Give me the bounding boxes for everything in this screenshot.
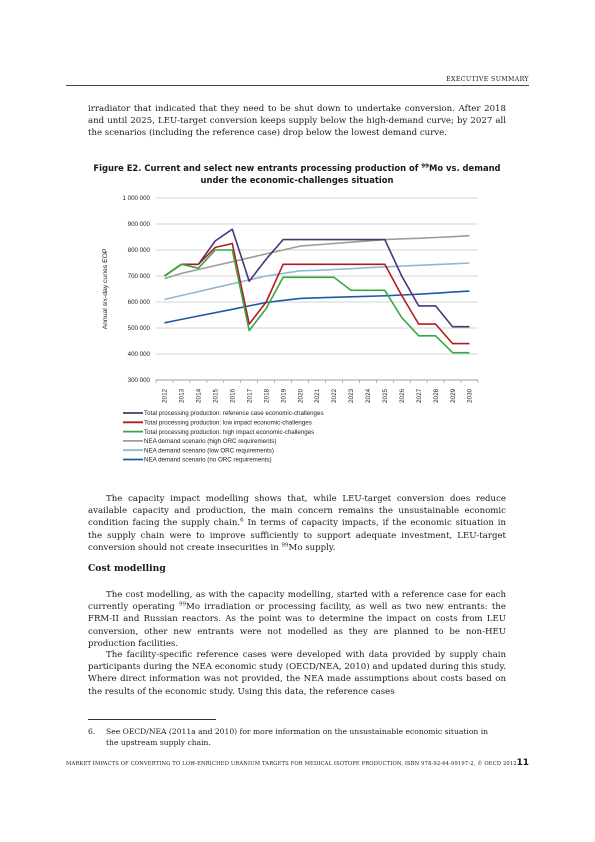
series-line: [165, 236, 470, 279]
x-tick-label: 2020: [297, 388, 305, 403]
x-tick-label: 2029: [449, 388, 457, 403]
cost-paragraph-text-a: The cost modelling, as with the capacity modelling, started with a reference case for each currently operating: [88, 590, 506, 613]
x-tick-label: 2012: [161, 388, 169, 403]
reference-cases-paragraph: The facility-specific reference cases were developed with data provided by supply chain participants during the NEA economic study (OECD/NEA, 2010) and updated during this study. Where direct information was not provided, the NEA made assumptions about costs based on the results of the economic study. Using this data, the reference cases: [88, 650, 506, 697]
x-tick-label: 2021: [314, 388, 322, 403]
legend-label: NEA demand scenario (low ORC requirements): [144, 447, 274, 455]
figure-title-suffix: Mo vs. demand under the economic-challenges situation: [200, 163, 501, 185]
x-tick-label: 2026: [398, 388, 406, 403]
footnote-reference: 6: [240, 517, 244, 524]
capacity-paragraph-text-a: The capacity impact modelling shows that, while LEU-target conversion does reduce available capacity and production, the main concern remains the unsustainable economic condition facing the supply chain.: [88, 494, 506, 529]
legend-label: Total processing production: low impact economic-challenges: [144, 419, 312, 427]
y-tick-label: 1 000 000: [122, 195, 150, 203]
isotope-superscript: 99: [179, 601, 187, 608]
x-tick-label: 2014: [195, 388, 203, 403]
cost-modelling-paragraph: [88, 589, 506, 650]
running-head: EXECUTIVE SUMMARY: [66, 76, 529, 86]
y-tick-label: 400 000: [127, 351, 150, 359]
figure-title: [88, 163, 506, 186]
capacity-paragraph-text-b: In terms of capacity impacts, if the economic situation in the supply chain were to improve sufficiently to support adequate investment, LEU-target conversion should not create insecurities in: [88, 518, 506, 553]
footnote: [88, 727, 506, 748]
footnote-text: See OECD/NEA (2011a and 2010) for more information on the unsustainable economic situation in the upstream supply chain.: [106, 727, 489, 747]
section-title-cost-modelling: Cost modelling: [88, 563, 166, 574]
x-tick-label: 2022: [331, 388, 339, 403]
y-axis-label: Annual six-day curies EOP: [102, 248, 109, 330]
x-tick-label: 2018: [263, 388, 271, 403]
y-tick-label: 700 000: [127, 273, 150, 281]
y-tick-label: 800 000: [127, 247, 150, 255]
series-line: [165, 291, 470, 323]
footnote-number: 6.: [88, 727, 96, 736]
x-tick-label: 2025: [381, 388, 389, 403]
intro-paragraph: irradiator that indicated that they need to be shut down to undertake conversion. After 2018 and until 2025, LEU-target conversion keeps supply below the high-demand curve; by 2027 all the scenarios (including the reference case) drop below the lowest demand curve.: [88, 104, 506, 139]
y-tick-label: 600 000: [127, 299, 150, 307]
page-number: 11: [516, 758, 529, 768]
legend-label: NEA demand scenario (no ORC requirements): [144, 456, 272, 464]
x-tick-label: 2027: [415, 388, 423, 403]
x-tick-label: 2016: [229, 388, 237, 403]
capacity-paragraph-text-c: Mo supply.: [288, 542, 336, 553]
x-tick-label: 2019: [280, 388, 288, 403]
x-tick-label: 2030: [466, 388, 474, 403]
x-tick-label: 2028: [432, 388, 440, 403]
figure-title-prefix: Figure E2. Current and select new entrants processing production of: [93, 163, 422, 173]
y-tick-label: 500 000: [127, 325, 150, 333]
capacity-impact-paragraph: [88, 493, 506, 554]
y-tick-label: 300 000: [127, 377, 150, 385]
x-tick-label: 2024: [365, 388, 373, 403]
legend-label: Total processing production: reference case economic-challenges: [144, 410, 324, 418]
legend-label: NEA demand scenario (high ORC requirements): [144, 438, 277, 446]
isotope-superscript: 99: [281, 542, 289, 549]
footnote-divider: [88, 719, 216, 720]
x-tick-label: 2015: [212, 388, 220, 403]
x-tick-label: 2017: [246, 388, 254, 403]
y-tick-label: 900 000: [127, 221, 150, 229]
cost-paragraph-text-b: Mo irradiation or processing facility, as well as two new entrants: the FRM-II and Russian reactors. As the point was to determine the impact on costs from LEU conversion, other new entrants were not modelled as they are planned to be non-HEU production facilities.: [88, 602, 506, 649]
x-tick-label: 2023: [348, 388, 356, 403]
legend-label: Total processing production: high impact economic-challenges: [144, 428, 315, 436]
production-vs-demand-chart: [90, 188, 510, 483]
x-tick-label: 2013: [178, 388, 186, 403]
page-footer: MARKET IMPACTS OF CONVERTING TO LOW-ENRICHED URANIUM TARGETS FOR MEDICAL ISOTOPE PRODUCTION, ISBN 978-92-64-99197-2, © OECD 2012: [66, 761, 517, 767]
figure-title-superscript: 99: [421, 163, 429, 170]
